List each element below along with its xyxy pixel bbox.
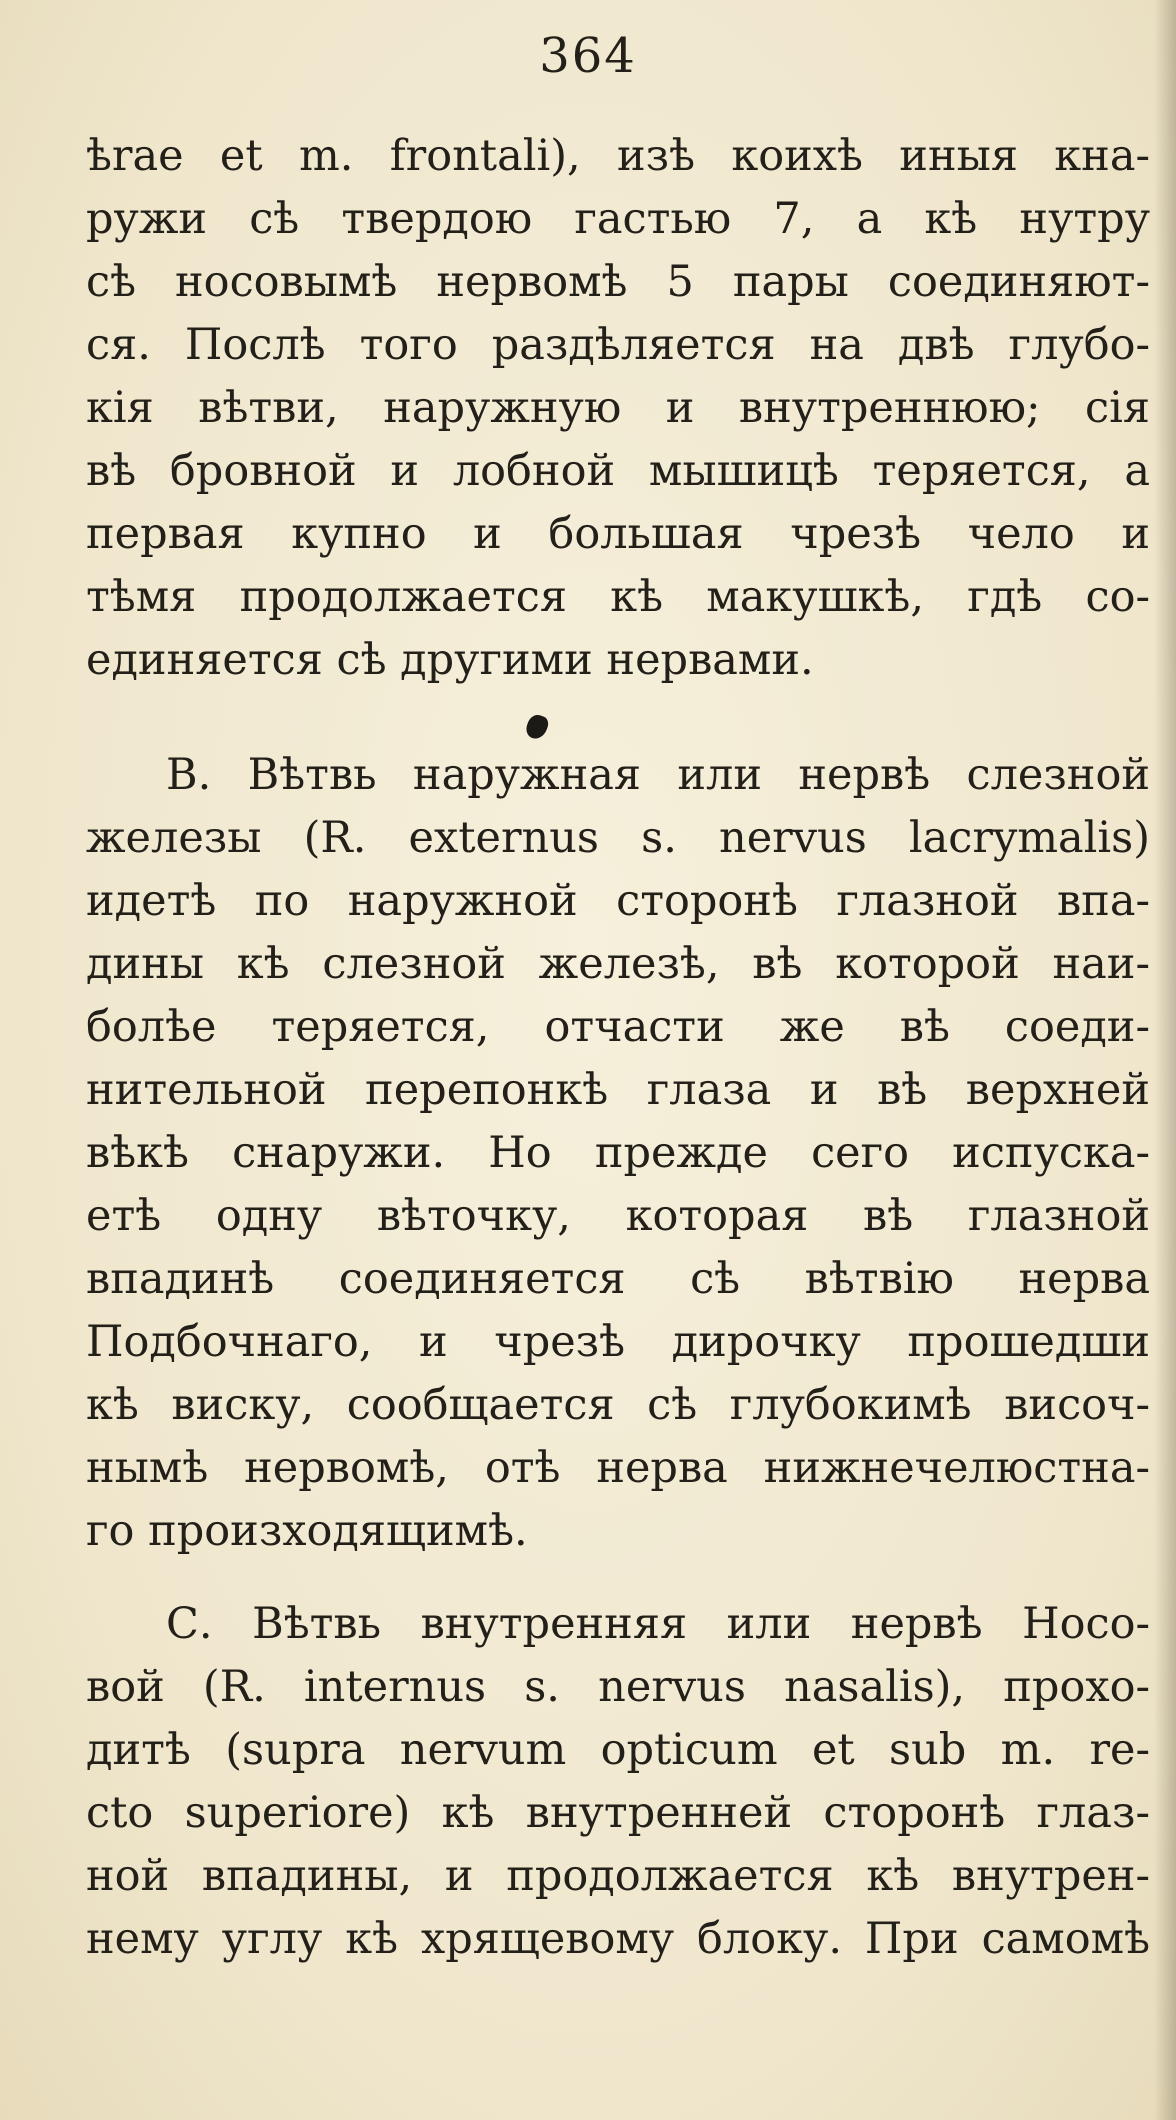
- text-line: тѣмя продолжается кѣ макушкѣ, гдѣ со-: [86, 572, 1150, 622]
- text-line: болѣе теряется, отчасти же вѣ соеди-: [86, 1002, 1150, 1052]
- page-text: [86, 125, 1150, 1971]
- paragraph-gap: [86, 1563, 1150, 1593]
- text-line: дины кѣ слезной железѣ, вѣ которой наи-: [86, 939, 1150, 989]
- text-line: В. Вѣтвь наружная или нервѣ слезной: [166, 750, 1150, 800]
- page-number: 364: [539, 28, 637, 84]
- text-line: нительной перепонкѣ глаза и вѣ верхней: [86, 1065, 1150, 1115]
- text-line: дитѣ (supra nervum opticum et sub m. re-: [86, 1725, 1150, 1775]
- text-line: первая купно и большая чрезѣ чело и: [86, 509, 1150, 559]
- text-line: идетѣ по наружной сторонѣ глазной впа-: [86, 876, 1150, 926]
- text-line: го произходящимѣ.: [86, 1506, 528, 1556]
- text-line: нымѣ нервомѣ, отѣ нерва нижнечелюстна-: [86, 1443, 1150, 1493]
- text-line: ѣrae et m. frontali), изѣ коихѣ иныя кна-: [86, 131, 1150, 181]
- text-line: ся. Послѣ того раздѣляется на двѣ глубо-: [86, 320, 1150, 370]
- text-line: вѣ бровной и лобной мышицѣ теряется, а: [86, 446, 1150, 496]
- text-line: железы (R. externus s. nervus lacrymalis): [86, 813, 1150, 863]
- text-line: нему углу кѣ хрящевому блоку. При самомѣ: [86, 1914, 1150, 1964]
- text-line: cto superiore) кѣ внутренней сторонѣ глаз-: [86, 1788, 1150, 1838]
- text-line: ной впадины, и продолжается кѣ внутрен-: [86, 1851, 1150, 1901]
- text-line: впадинѣ соединяется сѣ вѣтвію нерва: [86, 1254, 1150, 1304]
- text-line: единяется сѣ другими нервами.: [86, 635, 814, 685]
- text-line: вой (R. internus s. nervus nasalis), прохо-: [86, 1662, 1150, 1712]
- text-line: С. Вѣтвь внутренняя или нервѣ Носо-: [166, 1599, 1150, 1649]
- text-line: етѣ одну вѣточку, которая вѣ глазной: [86, 1191, 1150, 1241]
- text-line: кія вѣтви, наружную и внутреннюю; сія: [86, 383, 1150, 433]
- paragraph-3: [86, 1593, 1150, 1971]
- text-line: кѣ виску, сообщается сѣ глубокимѣ височ-: [86, 1380, 1150, 1430]
- paragraph-2: [86, 744, 1150, 1563]
- paragraph-gap: [86, 692, 1150, 744]
- text-line: сѣ носовымѣ нервомѣ 5 пары соединяют-: [86, 257, 1150, 307]
- text-line: вѣкѣ снаружи. Но прежде сего испуска-: [86, 1128, 1150, 1178]
- paragraph-1: [86, 125, 1150, 692]
- text-line: ружи сѣ твердою гастью 7, а кѣ нутру: [86, 194, 1150, 244]
- text-line: Подбочнаго, и чрезѣ дирочку прошедши: [86, 1317, 1150, 1367]
- page-edge-shadow: [1154, 0, 1176, 2120]
